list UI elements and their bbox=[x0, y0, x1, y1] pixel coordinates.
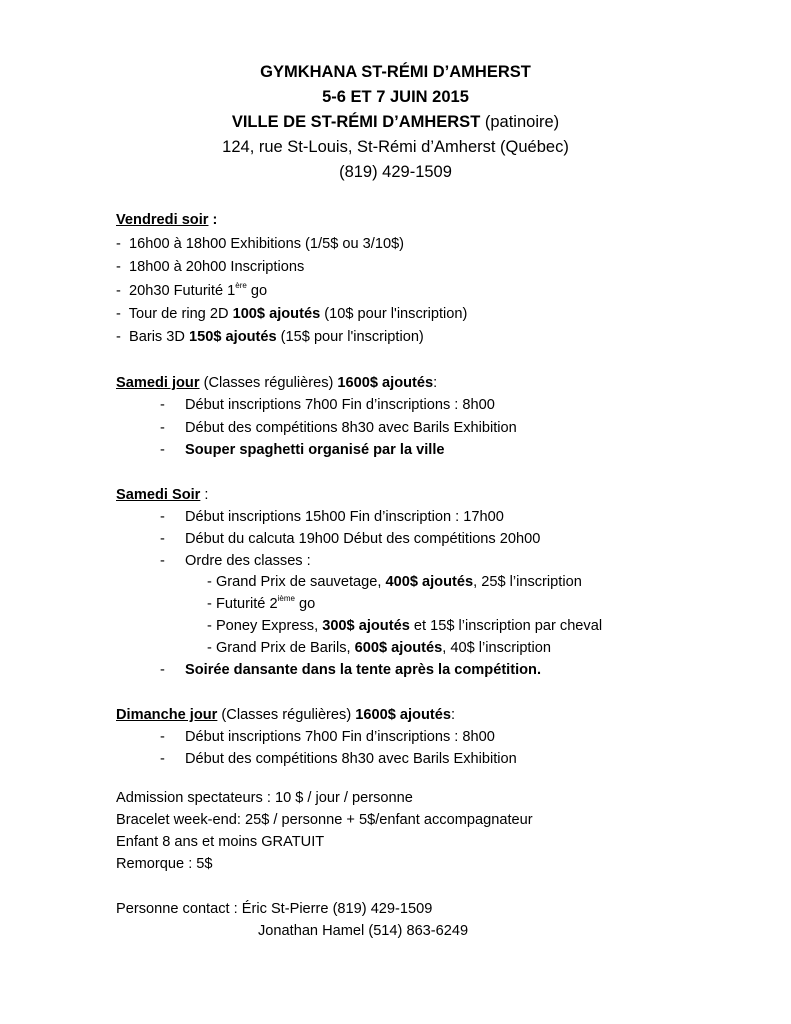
event-address: 124, rue St-Louis, St-Rémi d’Amherst (Québec) bbox=[222, 138, 569, 156]
item-text: , 40$ l’inscription bbox=[442, 640, 551, 656]
dash: - bbox=[207, 574, 212, 590]
dash: - bbox=[160, 397, 165, 413]
item-bonus: 150$ ajoutés bbox=[189, 329, 277, 345]
contact-first: Éric St-Pierre (819) 429-1509 bbox=[241, 901, 433, 917]
list-item: Ordre des classes : bbox=[185, 553, 311, 569]
saturday-day-heading: Samedi jour bbox=[116, 375, 200, 391]
dash: - bbox=[160, 509, 165, 525]
dash: - bbox=[116, 283, 121, 299]
dash: - bbox=[116, 236, 121, 252]
item-text: et 15$ l’inscription par cheval bbox=[409, 618, 603, 634]
dash: - bbox=[160, 751, 165, 767]
item-bonus: 300$ ajoutés bbox=[322, 618, 410, 634]
list-item bbox=[116, 235, 404, 253]
list-item bbox=[116, 282, 267, 300]
item-text: 20h30 Futurité 1 bbox=[128, 283, 236, 299]
item-text: , 25$ l’inscription bbox=[473, 574, 582, 590]
list-item bbox=[116, 258, 304, 276]
item-text: Poney Express, bbox=[215, 618, 323, 634]
class-item bbox=[207, 617, 602, 635]
list-item: Début inscriptions 7h00 Fin d’inscriptions : 8h00 bbox=[185, 729, 495, 745]
contact-second: Jonathan Hamel (514) 863-6249 bbox=[258, 923, 469, 939]
list-item bbox=[116, 328, 424, 346]
heading-note: (Classes régulières) bbox=[199, 375, 338, 391]
superscript: ième bbox=[277, 594, 295, 603]
event-title: GYMKHANA ST-RÉMI D’AMHERST bbox=[260, 63, 531, 81]
dash: - bbox=[116, 306, 121, 322]
superscript: ère bbox=[235, 281, 247, 290]
item-bonus: 400$ ajoutés bbox=[385, 574, 474, 590]
item-text: 16h00 à 18h00 Exhibitions (1/5$ ou 3/10$) bbox=[128, 236, 405, 252]
list-item bbox=[116, 305, 467, 323]
item-text: Futurité 2 bbox=[215, 596, 278, 612]
dash: - bbox=[207, 596, 212, 612]
price-line: Bracelet week-end: 25$ / personne + 5$/enfant accompagnateur bbox=[116, 812, 533, 828]
list-item: Début inscriptions 15h00 Fin d’inscription : 17h00 bbox=[185, 509, 504, 525]
section-heading-saturday-night bbox=[116, 486, 208, 504]
item-bonus: 600$ ajoutés bbox=[354, 640, 443, 656]
event-phone: (819) 429-1509 bbox=[339, 163, 452, 181]
dash: - bbox=[160, 729, 165, 745]
section-heading-sunday-day bbox=[116, 706, 455, 724]
item-text: Grand Prix de sauvetage, bbox=[215, 574, 386, 590]
contact-line bbox=[116, 900, 432, 918]
contact-label: Personne contact : bbox=[116, 901, 242, 917]
dash: - bbox=[116, 329, 121, 345]
item-text: Grand Prix de Barils, bbox=[215, 640, 355, 656]
heading-suffix: : bbox=[433, 375, 438, 391]
venue-note: (patinoire) bbox=[480, 113, 560, 131]
item-text: go bbox=[294, 596, 316, 612]
price-line: Remorque : 5$ bbox=[116, 856, 213, 872]
heading-note: (Classes régulières) bbox=[217, 707, 356, 723]
dash: - bbox=[160, 420, 165, 436]
section-heading-friday bbox=[116, 211, 217, 229]
event-venue bbox=[0, 111, 791, 133]
friday-heading: Vendredi soir bbox=[116, 212, 209, 228]
section-heading-saturday-day bbox=[116, 374, 437, 392]
heading-bonus: 1600$ ajoutés bbox=[337, 375, 434, 391]
friday-heading-suffix: : bbox=[208, 212, 218, 228]
sunday-day-heading: Dimanche jour bbox=[116, 707, 218, 723]
dash: - bbox=[160, 442, 165, 458]
dash: - bbox=[207, 618, 212, 634]
list-item: Début du calcuta 19h00 Début des compétitions 20h00 bbox=[185, 531, 541, 547]
list-item: Soirée dansante dans la tente après la compétition. bbox=[185, 662, 542, 678]
class-item bbox=[207, 573, 582, 591]
saturday-night-heading: Samedi Soir bbox=[116, 487, 201, 503]
class-item bbox=[207, 639, 551, 657]
dash: - bbox=[160, 531, 165, 547]
dash: - bbox=[116, 259, 121, 275]
heading-bonus: 1600$ ajoutés bbox=[355, 707, 451, 723]
list-item: Souper spaghetti organisé par la ville bbox=[185, 442, 445, 458]
item-text: (15$ pour l'inscription) bbox=[276, 329, 424, 345]
list-item: Début des compétitions 8h30 avec Barils Exhibition bbox=[185, 420, 517, 436]
heading-suffix: : bbox=[450, 707, 456, 723]
class-item bbox=[207, 595, 315, 613]
item-bonus: 100$ ajoutés bbox=[232, 306, 321, 322]
item-text: go bbox=[246, 283, 268, 299]
item-text: (10$ pour l'inscription) bbox=[320, 306, 468, 322]
price-line: Enfant 8 ans et moins GRATUIT bbox=[116, 834, 325, 850]
item-text: 18h00 à 20h00 Inscriptions bbox=[128, 259, 305, 275]
venue-name: VILLE DE ST-RÉMI D’AMHERST bbox=[231, 113, 481, 131]
price-line: Admission spectateurs : 10 $ / jour / personne bbox=[116, 790, 413, 806]
item-text: Baris 3D bbox=[128, 329, 189, 345]
dash: - bbox=[160, 553, 165, 569]
dash: - bbox=[207, 640, 212, 656]
heading-suffix: : bbox=[200, 487, 209, 503]
list-item: Début inscriptions 7h00 Fin d’inscriptions : 8h00 bbox=[185, 397, 495, 413]
item-text: Tour de ring 2D bbox=[128, 306, 233, 322]
event-dates: 5-6 ET 7 JUIN 2015 bbox=[322, 88, 469, 106]
list-item: Début des compétitions 8h30 avec Barils Exhibition bbox=[185, 751, 517, 767]
dash: - bbox=[160, 662, 165, 678]
